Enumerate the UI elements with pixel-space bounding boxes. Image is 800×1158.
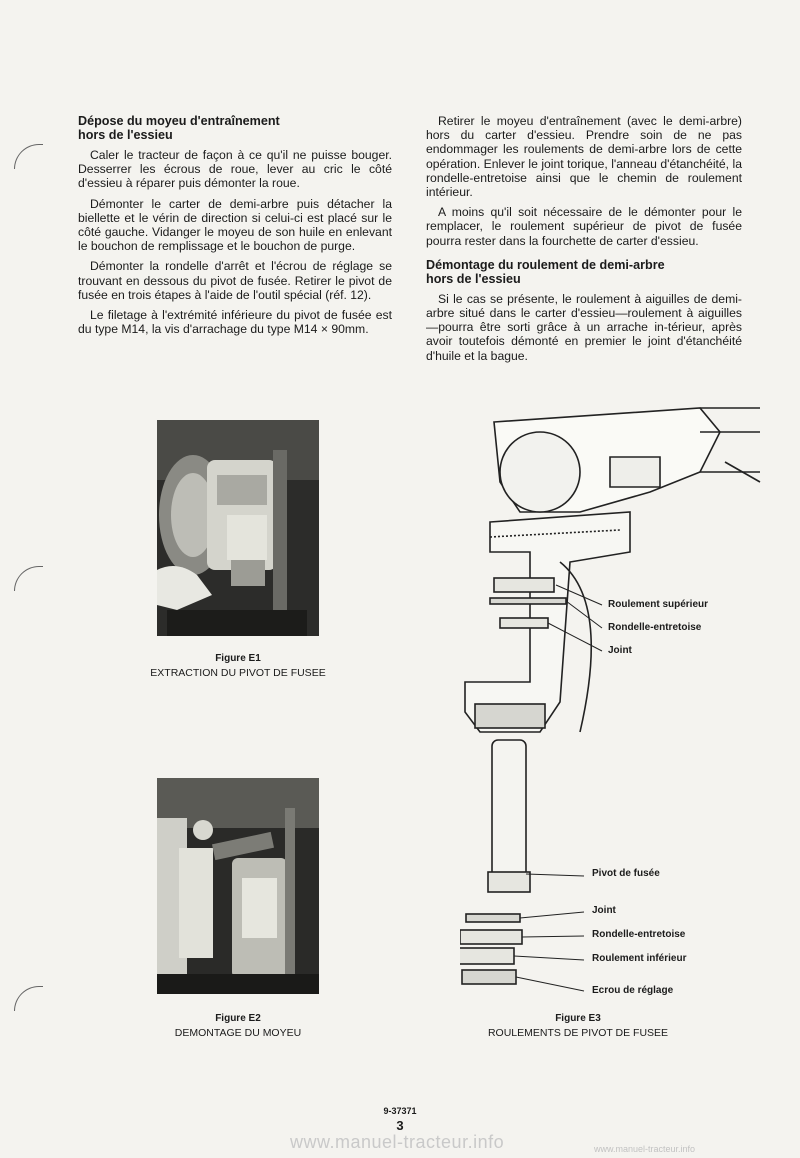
paragraph: A moins qu'il soit nécessaire de le démonter pour le remplacer, le roulement supérieur de pivot de fusée pourra rester dans la fourchette de carter d'essieu. [426, 205, 742, 248]
figure-e1-photo [157, 420, 319, 636]
figure-number: Figure E3 [555, 1013, 601, 1024]
figure-number: Figure E2 [215, 1013, 261, 1024]
label-ecrou-de-reglage: Ecrou de réglage [592, 985, 674, 996]
page-number: 3 [396, 1118, 404, 1133]
binder-mark [14, 986, 43, 1011]
label-joint-top: Joint [608, 645, 632, 656]
paragraph: Démonter la rondelle d'arrêt et l'écrou de réglage se trouvant en dessous du pivot de fusée. Retirer le pivot de fusée en trois étapes à l'aide de l'outil spécial (réf. 12). [78, 259, 392, 302]
paragraph: Retirer le moyeu d'entraînement (avec le demi-arbre) hors du carter d'essieu. Prendre soin de ne pas endommager les roulements de demi-arbre lors de cette opération. Enlever le joint torique, l'anneau d'étanchéité, la rondelle-entretoise ainsi que le chemin de roulement intérieur. [426, 114, 742, 200]
paragraph: Si le cas se présente, le roulement à aiguilles de demi-arbre situé dans le carter d'essieu—roulement à aiguilles—pourra être sorti grâce à un arrache in-térieur, après avoir toutefois démonté en premier le joint d'étanchéité d'huile et la bague. [426, 291, 742, 363]
figure-e3-diagram [460, 402, 790, 1002]
label-roulement-superieur: Roulement supérieur [608, 599, 709, 610]
binder-mark [14, 566, 43, 591]
figure-title: DEMONTAGE DU MOYEU [174, 1027, 302, 1039]
figure-number: Figure E1 [215, 653, 261, 664]
label-joint-bottom: Joint [592, 905, 616, 916]
watermark: www.manuel-tracteur.info [290, 1132, 505, 1152]
right-column [426, 114, 742, 369]
label-rondelle-entretoise-bottom: Rondelle-entretoise [592, 929, 686, 940]
binder-mark [14, 144, 43, 169]
label-pivot-de-fusee: Pivot de fusée [592, 868, 660, 879]
paragraph: Démonter le carter de demi-arbre puis détacher la biellette et le vérin de direction si celui-ci est placé sur le côté gauche. Vidanger le moyeu de son huile en enlevant le bouchon de remplissage et le bouchon de purge. [78, 196, 392, 254]
paragraph: Le filetage à l'extrémité inférieure du pivot de fusée est du type M14, la vis d'arrachage du type M14 × 90mm. [78, 308, 392, 337]
label-roulement-inferieur: Roulement inférieur [592, 953, 687, 964]
figure-e3-caption [460, 1012, 696, 1040]
heading-line: hors de l'essieu [78, 128, 173, 142]
section-heading-depose [78, 114, 392, 142]
watermark-small: www.manuel-tracteur.info [594, 1144, 696, 1154]
figure-e2-caption [120, 1012, 356, 1040]
figure-title: EXTRACTION DU PIVOT DE FUSEE [150, 667, 326, 679]
paragraph: Caler le tracteur de façon à ce qu'il ne puisse bouger. Desserrer les écrous de roue, lever au cric le côté d'essieu à réparer puis démonter la roue. [78, 148, 392, 191]
left-column [78, 114, 392, 342]
label-rondelle-entretoise-top: Rondelle-entretoise [608, 622, 702, 633]
section-heading-demontage [426, 258, 742, 286]
heading-line: hors de l'essieu [426, 271, 521, 286]
document-number: 9-37371 [383, 1106, 417, 1116]
figure-e2-photo [157, 778, 319, 994]
figure-e1-caption [120, 652, 356, 680]
figure-title: ROULEMENTS DE PIVOT DE FUSEE [487, 1027, 669, 1039]
heading-line: Démontage du roulement de demi-arbre [426, 257, 665, 272]
heading-line: Dépose du moyeu d'entraînement [78, 114, 280, 128]
